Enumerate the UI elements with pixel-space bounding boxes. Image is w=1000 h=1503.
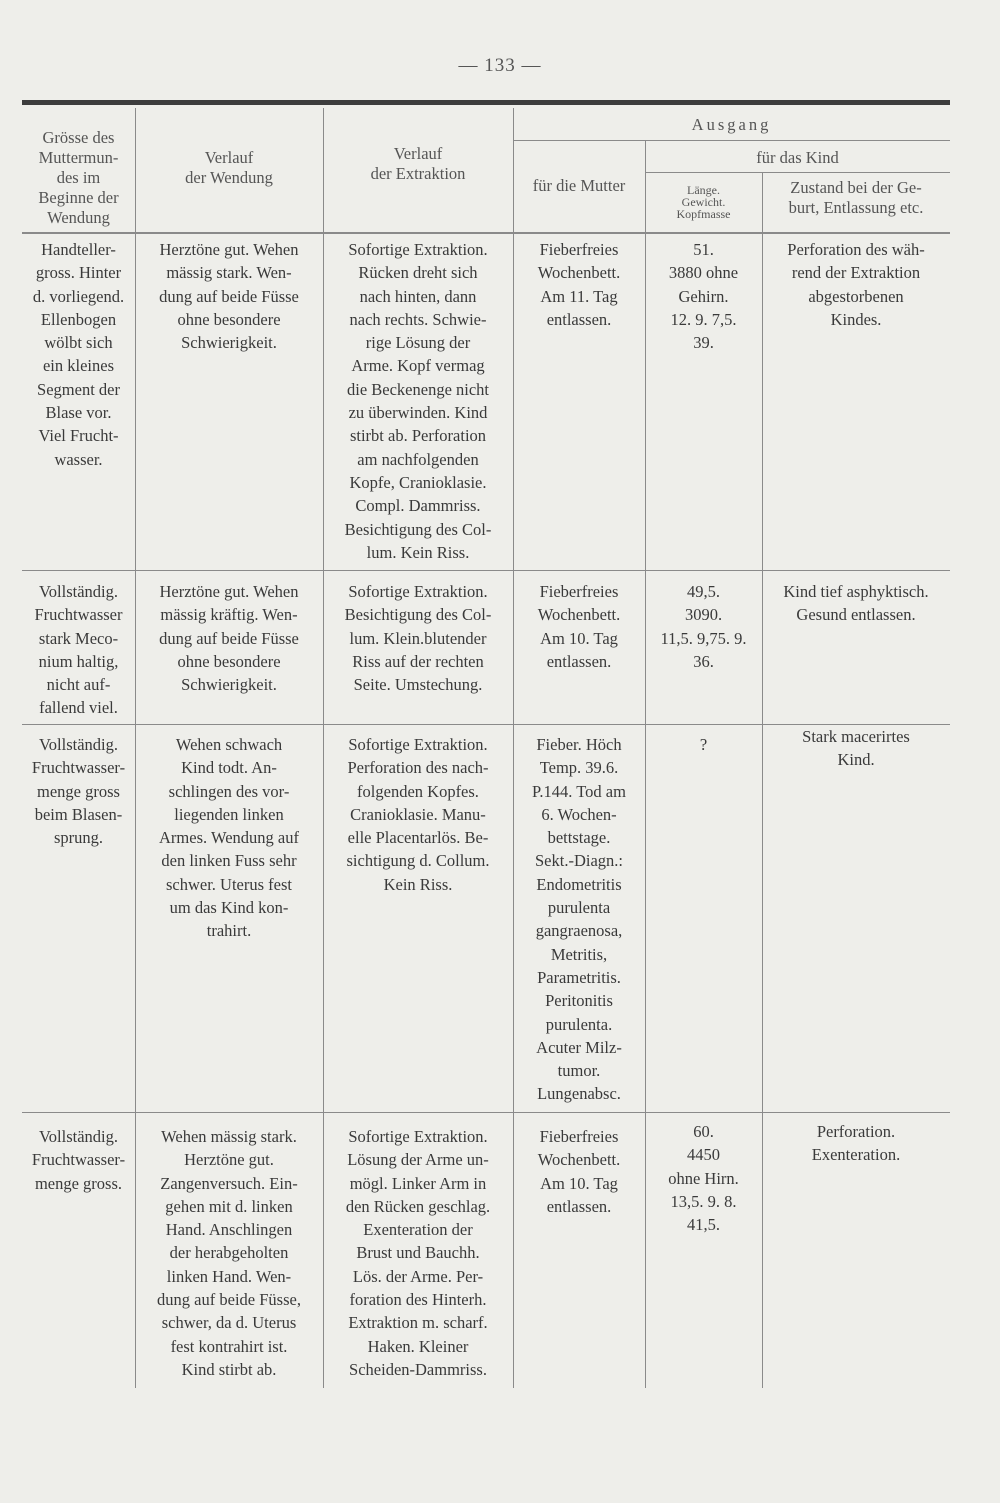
header-groesse: Grösse des Muttermun- des im Beginne der Wendung [38,128,119,227]
page-number: — 133 — [458,55,542,76]
row2-extraktion: Sofortige Extraktion. Besichtigung des Col- lum. Klein.blutender Riss auf der rechten Seite. Umstechung. [344,582,492,695]
row2-zustand: Kind tief asphyktisch. Gesund entlassen. [783,582,929,625]
header-kind: für das Kind [756,148,839,167]
row3-zustand: Stark macerirtes Kind. [802,727,910,770]
header-zustand: Zustand bei der Ge- burt, Entlassung etc. [788,178,924,217]
row-separator-3 [22,1112,950,1113]
row2-groesse: Vollständig. Fruchtwasser stark Meco- nium haltig, nicht auf- fallend viel. [34,582,123,718]
row4-zustand: Perforation. Exenteration. [811,1122,901,1165]
column-divider-5 [762,172,763,1388]
row3-masse: ? [699,735,708,754]
row4-masse: 60. 4450 ohne Hirn. 13,5. 9. 8. 41,5. [668,1122,739,1235]
row4-groesse: Vollständig. Fruchtwasser- menge gross. [31,1127,126,1193]
top-rule [22,100,950,105]
ausgang-underline [513,140,950,141]
header-laenge-gewicht-kopfmasse: Länge. Gewicht. Kopfmasse [676,183,731,221]
row1-mutter: Fieberfreies Wochenbett. Am 11. Tag entlassen. [537,240,621,329]
row2-masse: 49,5. 3090. 11,5. 9,75. 9. 36. [660,582,747,671]
row4-mutter: Fieberfreies Wochenbett. Am 10. Tag entlassen. [537,1127,621,1216]
row3-mutter: Fieber. Höch Temp. 39.6. P.144. Tod am 6. Wochen- bettstage. Sekt.-Diagn.: Endometritis purulenta gangraenosa, Metritis, Parametritis. Peritonitis purulenta. Acuter Milz- tumor. Lungenabsc. [532,735,626,1104]
row4-wendung: Wehen mässig stark. Herztöne gut. Zangenversuch. Ein- gehen mit d. linken Hand. Anschlingen der herabgeholten linken Hand. Wen- dung auf beide Füsse, schwer, da d. Uterus fest kontrahirt ist. Kind stirbt ab. [157,1127,301,1379]
row2-mutter: Fieberfreies Wochenbett. Am 10. Tag entlassen. [537,582,621,671]
row-separator-1 [22,570,950,571]
header-mutter: für die Mutter [532,176,626,195]
row1-zustand: Perforation des wäh- rend der Extraktion abgestorbenen Kindes. [787,240,925,329]
row4-extraktion: Sofortige Extraktion. Lösung der Arme un- mögl. Linker Arm in den Rücken geschlag. Exenteration der Brust und Bauchh. Lös. der Arme. Per- foration des Hinterh. Extraktion m. scharf. Haken. Kleiner Scheiden-Dammriss. [345,1127,491,1379]
kind-underline [645,172,950,173]
row1-wendung: Herztöne gut. Wehen mässig stark. Wen- dung auf beide Füsse ohne besondere Schwierigkeit. [159,240,299,353]
row3-wendung: Wehen schwach Kind todt. An- schlingen des vor- liegenden linken Armes. Wendung auf den linken Fuss sehr schwer. Uterus fest um das Kind kon- trahirt. [159,735,299,941]
header-verlauf-extraktion: Verlauf der Extraktion [370,144,466,183]
header-ausgang: Ausgang [691,115,772,134]
header-verlauf-wendung: Verlauf der Wendung [185,148,273,187]
header-bottom-rule [22,232,950,234]
row1-masse: 51. 3880 ohne Gehirn. 12. 9. 7,5. 39. [668,240,739,353]
row3-extraktion: Sofortige Extraktion. Perforation des nach- folgenden Kopfes. Cranioklasie. Manu- elle Placentarlös. Be- sichtigung d. Collum. Kein Riss. [346,735,490,894]
row3-groesse: Vollständig. Fruchtwasser- menge gross beim Blasen- sprung. [31,735,126,848]
row2-wendung: Herztöne gut. Wehen mässig kräftig. Wen- dung auf beide Füsse ohne besondere Schwierigkeit. [159,582,299,695]
row1-extraktion: Sofortige Extraktion. Rücken dreht sich nach hinten, dann nach rechts. Schwie- rige Lösung der Arme. Kopf vermag die Beckenenge nicht zu überwinden. Kind stirbt ab. Perforation am nachfolgenden Kopfe, Cranioklasie. Compl. Dammriss. Besichtigung des Col- lum. Kein Riss. [344,240,492,562]
row1-groesse: Handteller- gross. Hinter d. vorliegend. Ellenbogen wölbt sich ein kleines Segment der Blase vor. Viel Frucht- wasser. [32,240,125,469]
